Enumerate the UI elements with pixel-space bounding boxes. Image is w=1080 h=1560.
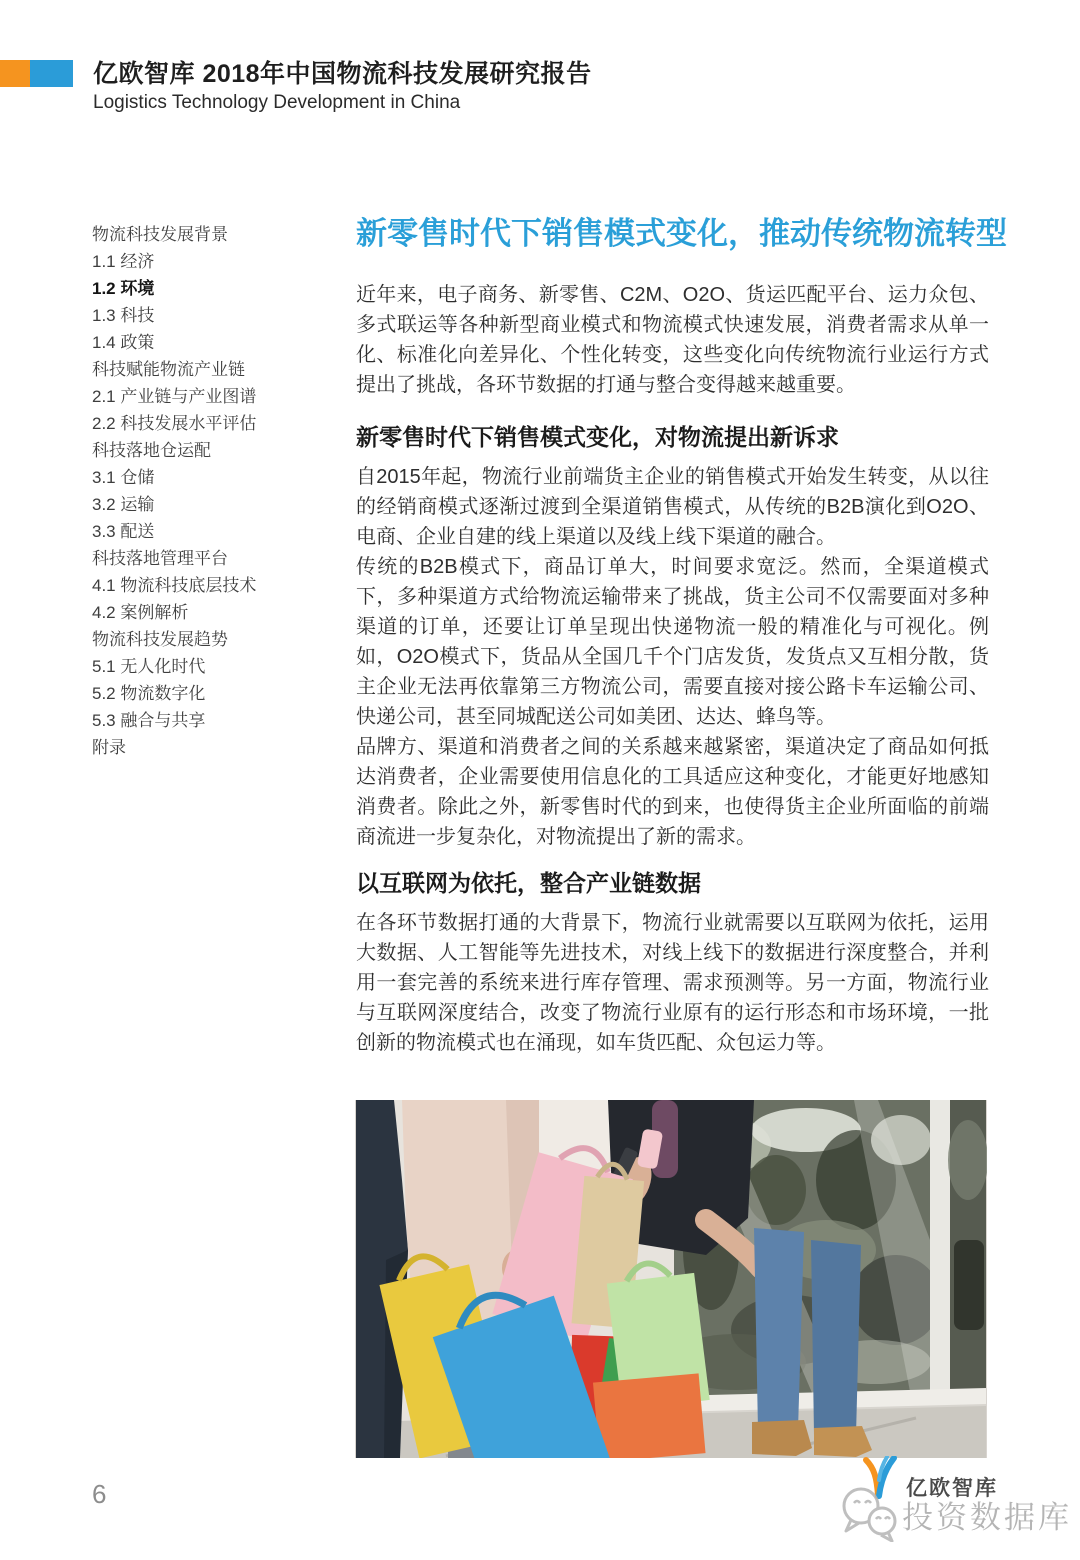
toc-item[interactable]: 3.1 仓储 xyxy=(92,468,155,487)
article-title: 新零售时代下销售模式变化，推动传统物流转型 xyxy=(356,216,1007,251)
toc-item[interactable]: 1.4 政策 xyxy=(92,333,155,352)
toc-item[interactable]: 4.1 物流科技底层技术 xyxy=(92,576,257,595)
toc-item[interactable]: 科技赋能物流产业链 xyxy=(92,360,245,379)
logo-blue-block xyxy=(30,60,73,87)
section-1-paragraph: 自2015年起，物流行业前端货主企业的销售模式开始发生转变，从以往的经销商模式逐渐过渡到全渠道销售模式，从传统的B2B演化到O2O、电商、企业自建的线上渠道以及线上线下渠道的融合。 xyxy=(356,466,989,548)
watermark-text: 投资数据库 xyxy=(902,1500,1072,1535)
toc-item[interactable]: 3.2 运输 xyxy=(92,495,155,514)
toc-item[interactable]: 4.2 案例解析 xyxy=(92,603,189,622)
toc-item-active[interactable]: 1.2 环境 xyxy=(92,279,155,298)
wechat-bubbles-icon xyxy=(838,1484,900,1547)
watermark xyxy=(838,1484,1072,1547)
toc-item[interactable]: 3.3 配送 xyxy=(92,522,155,541)
section-2-paragraph: 在各环节数据打通的大背景下，物流行业就需要以互联网为依托，运用大数据、人工智能等先进技术，对线上线下的数据进行深度整合，并利用一套完善的系统来进行库存管理、需求预测等。另一方面，物流行业与互联网深度结合，改变了物流行业原有的运行形态和市场环境，一批创新的物流模式也在涌现，如车货匹配、众包运力等。 xyxy=(356,912,989,1054)
brand-name: 亿欧智库 xyxy=(906,1477,998,1500)
shopping-bags-photo xyxy=(355,1100,987,1458)
toc-item[interactable]: 5.3 融合与共享 xyxy=(92,711,206,730)
toc-item[interactable]: 物流科技发展背景 xyxy=(92,225,228,244)
toc-item[interactable]: 2.2 科技发展水平评估 xyxy=(92,414,257,433)
section-heading-2: 以互联网为依托，整合产业链数据 xyxy=(356,870,701,896)
toc-item[interactable]: 1.1 经济 xyxy=(92,252,155,271)
article-intro-paragraph: 近年来，电子商务、新零售、C2M、O2O、货运匹配平台、运力众包、多式联运等各种新型商业模式和物流模式快速发展，消费者需求从单一化、标准化向差异化、个性化转变，这些变化向传统物流行业运行方式提出了挑战，各环节数据的打通与整合变得越来越重要。 xyxy=(356,284,989,396)
toc-item[interactable]: 物流科技发展趋势 xyxy=(92,630,228,649)
report-subtitle: Logistics Technology Development in China xyxy=(93,92,461,113)
toc-item[interactable]: 科技落地仓运配 xyxy=(92,441,211,460)
toc-item[interactable]: 5.2 物流数字化 xyxy=(92,684,206,703)
table-of-contents xyxy=(92,221,347,761)
toc-item[interactable]: 附录 xyxy=(92,738,126,757)
report-title: 亿欧智库 2018年中国物流科技发展研究报告 xyxy=(93,60,592,88)
toc-item[interactable]: 科技落地管理平台 xyxy=(92,549,228,568)
page-number: 6 xyxy=(92,1479,107,1509)
section-1-paragraph: 品牌方、渠道和消费者之间的关系越来越紧密，渠道决定了商品如何抵达消费者，企业需要使用信息化的工具适应这种变化，才能更好地感知消费者。除此之外，新零售时代的到来，也使得货主企业所面临的前端商流进一步复杂化，对物流提出了新的需求。 xyxy=(356,736,989,848)
toc-item[interactable]: 2.1 产业链与产业图谱 xyxy=(92,387,257,406)
section-1-paragraph: 传统的B2B模式下，商品订单大，时间要求宽泛。然而，全渠道模式下，多种渠道方式给物流运输带来了挑战，货主公司不仅需要面对多种渠道的订单，还要让订单呈现出快递物流一般的精准化与可视化。例如，O2O模式下，货品从全国几千个门店发货，发货点又互相分散，货主企业无法再依靠第三方物流公司，需要直接对接公路卡车运输公司、快递公司，甚至同城配送公司如美团、达达、蜂鸟等。 xyxy=(356,556,989,728)
article xyxy=(356,214,1048,1058)
section-heading-1: 新零售时代下销售模式变化，对物流提出新诉求 xyxy=(356,424,839,450)
toc-item[interactable]: 5.1 无人化时代 xyxy=(92,657,206,676)
logo-orange-block xyxy=(0,60,30,87)
toc-item[interactable]: 1.3 科技 xyxy=(92,306,155,325)
